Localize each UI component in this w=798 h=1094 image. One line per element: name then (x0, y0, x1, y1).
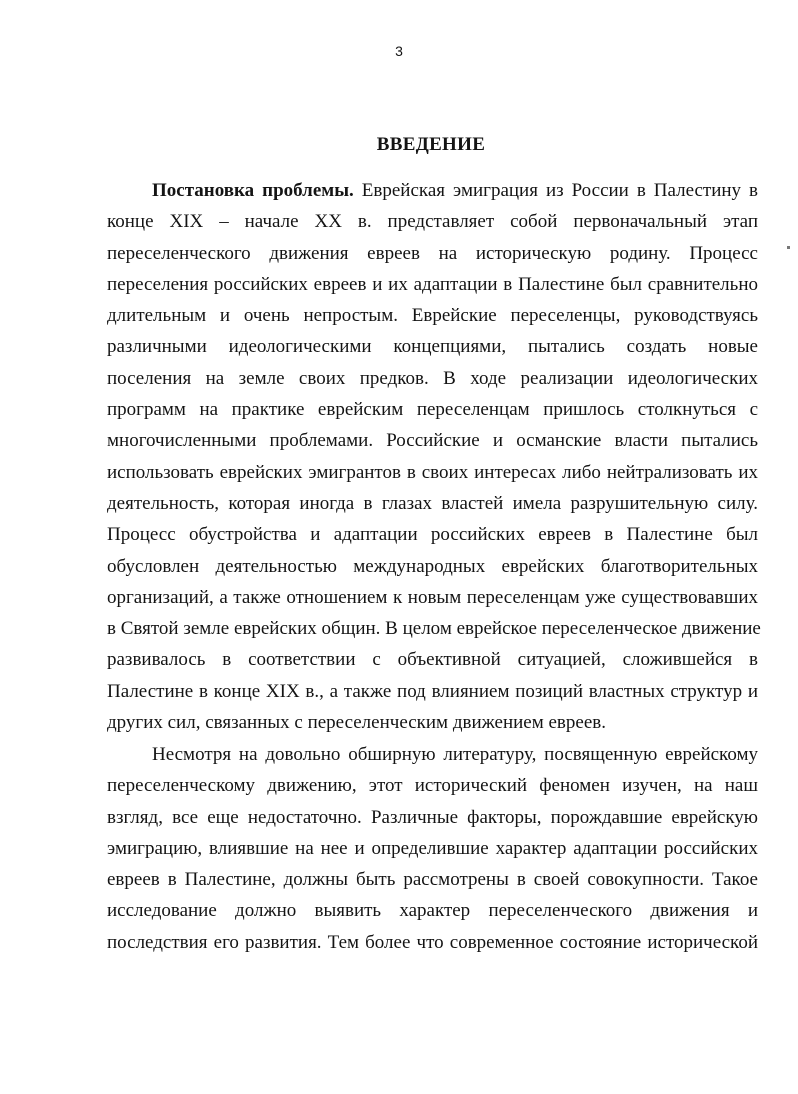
paragraph-line: переселенческого движения евреев на историческую родину. Процесс (107, 242, 758, 264)
paragraph-line-text: Несмотря на довольно обширную литературу, посвященную еврейскому (152, 744, 758, 765)
scan-artifact-mark (787, 246, 790, 249)
paragraph-line: конце XIX – начале XX в. представляет собой первоначальный этап (107, 211, 758, 233)
paragraph-line: последствия его развития. Тем более что современное состояние исторической (107, 931, 758, 953)
page-number: 3 (395, 43, 403, 59)
paragraph-line: в Святой земле еврейских общин. В целом еврейское переселенческое движение (107, 618, 761, 640)
paragraph-line: организаций, а также отношением к новым переселенцам уже существовавших (107, 586, 758, 608)
paragraph-line: Процесс обустройства и адаптации российских евреев в Палестине был (107, 524, 758, 546)
section-heading: ВВЕДЕНИЕ (376, 134, 486, 155)
paragraph-line: использовать еврейских эмигрантов в своих интересах либо нейтрализовать их (107, 461, 758, 483)
paragraph-line: различными идеологическими концепциями, пытались создать новые (107, 336, 758, 358)
paragraph-literature (107, 739, 758, 958)
paragraph-line: Палестине в конце XIX в., а также под влиянием позиций властных структур и (107, 680, 758, 702)
paragraph-line: обусловлен деятельностью международных еврейских благотворительных (107, 555, 758, 577)
paragraph-line: программ на практике еврейским переселенцам пришлось столкнуться с (107, 399, 758, 421)
paragraph-line: переселения российских евреев и их адаптации в Палестине был сравнительно (107, 273, 758, 295)
paragraph-line: эмиграцию, влиявшие на нее и определившие характер адаптации российских (107, 837, 758, 859)
paragraph-line: исследование должно выявить характер переселенческого движения и (107, 900, 758, 922)
paragraph-line: длительным и очень непростым. Еврейские переселенцы, руководствуясь (107, 305, 758, 327)
paragraph-line: других сил, связанных с переселенческим движением евреев. (107, 712, 606, 734)
paragraph-line (107, 739, 758, 770)
paragraph-line: развивалось в соответствии с объективной ситуацией, сложившейся в (107, 649, 758, 671)
paragraph-line-text: Еврейская эмиграция из России в Палестину в (353, 180, 758, 201)
paragraph-line: многочисленными проблемами. Российские и османские власти пытались (107, 430, 758, 452)
paragraph-problem-statement (107, 175, 761, 738)
paragraph-line (107, 175, 758, 206)
paragraph-lead-bold: Постановка проблемы. (152, 180, 354, 201)
paragraph-line: взгляд, все еще недостаточно. Различные факторы, порождавшие еврейскую (107, 806, 758, 828)
paragraph-line: переселенческому движению, этот исторический феномен изучен, на наш (107, 775, 758, 797)
paragraph-line: поселения на земле своих предков. В ходе реализации идеологических (107, 367, 758, 389)
paragraph-line: деятельность, которая иногда в глазах властей имела разрушительную силу. (107, 492, 758, 514)
paragraph-line: евреев в Палестине, должны быть рассмотрены в своей совокупности. Такое (107, 869, 758, 891)
